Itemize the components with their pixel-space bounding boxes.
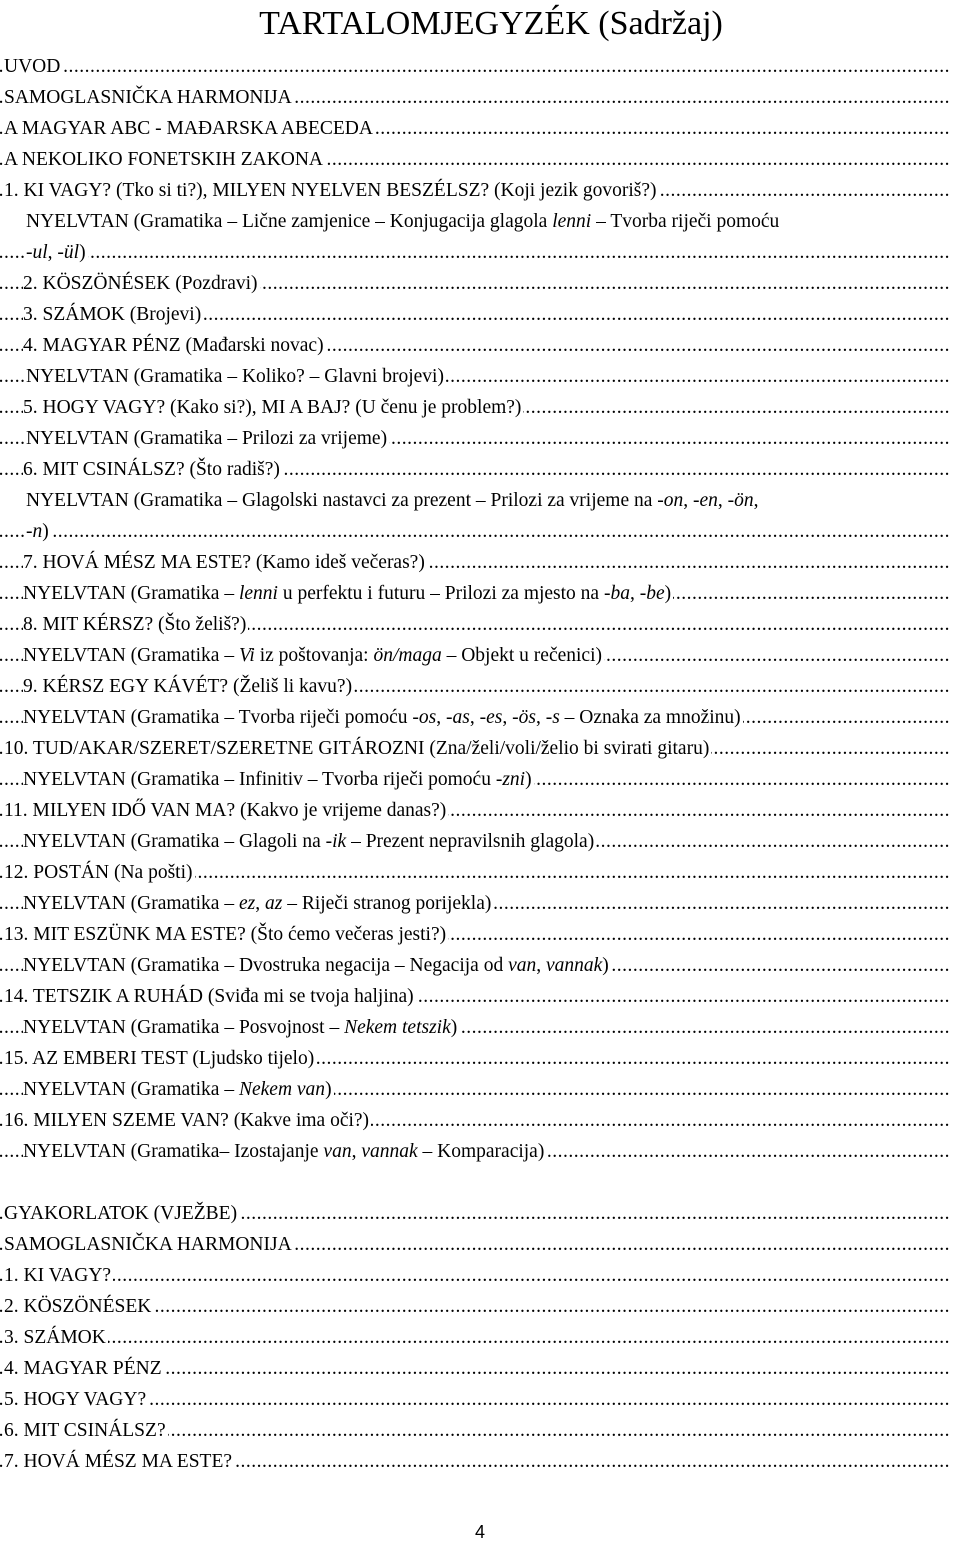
italic-term: -es [479,707,503,728]
toc-entry-label [4,1389,148,1410]
toc-entry-label [4,800,448,821]
text-segment: , [753,490,759,511]
text-segment: ) [602,955,609,976]
toc-entry-label [26,521,51,542]
toc-entry-label [26,490,761,511]
toc-entry-label [23,552,427,573]
italic-term: -as [446,707,470,728]
text-segment: NYELVTAN (Gramatika – [23,893,239,914]
text-segment: – Oznaka za množinu) [559,707,741,728]
text-segment: iz poštovanja: [254,645,374,666]
toc-entry[interactable] [0,1229,950,1260]
toc-entry[interactable] [0,113,950,144]
toc-entry-label [4,56,62,77]
toc-entry-label [23,273,260,294]
toc-entry[interactable] [0,1260,950,1291]
page-title: TARTALOMJEGYZÉK (Sadržaj) [259,5,723,42]
toc-entry-label [26,366,446,387]
toc-entry[interactable] [0,361,950,392]
text-segment: – Tvorba riječi pomoću [591,211,780,232]
toc-entry-label [23,614,248,635]
text-segment: , [469,707,480,728]
toc-entry-label [23,335,326,356]
italic-term: Vi [238,645,255,666]
toc-entry-label [4,1420,168,1441]
toc-entry-label [4,1451,234,1472]
text-segment: – Komparacija) [417,1141,545,1162]
toc-entry-label [4,986,416,1007]
toc-entry[interactable] [0,144,950,175]
text-segment: 9. KÉRSZ EGY KÁVÉT? (Želiš li kavu?) [23,676,353,697]
toc-entry-label [4,180,658,201]
text-segment: 16. MILYEN SZEME VAN? (Kakve ima oči?) [4,1110,370,1131]
table-of-contents [0,51,950,1477]
toc-entry[interactable] [0,51,950,82]
toc-entry[interactable] [0,702,950,733]
toc-entry-label [23,893,493,914]
text-segment: UVOD [4,56,61,77]
text-segment: 6. MIT CSINÁLSZ? [4,1420,166,1441]
toc-entry[interactable] [0,206,950,237]
toc-entry[interactable] [0,330,950,361]
toc-entry[interactable] [0,1136,950,1167]
page-number: 4 [474,1522,485,1542]
toc-entry-label [4,1110,371,1131]
toc-entry[interactable] [0,919,950,950]
italic-term: -on [657,490,684,511]
text-segment: , [255,893,265,914]
toc-entry-label [4,1296,153,1317]
toc-entry[interactable] [0,609,950,640]
toc-entry[interactable] [0,857,950,888]
italic-term: ez [238,893,256,914]
toc-entry[interactable] [0,826,950,857]
italic-term: -ba [603,583,630,604]
toc-entry[interactable] [0,795,950,826]
toc-entry-label [23,459,282,480]
text-segment: , [351,1141,362,1162]
italic-term: Nekem tetszik [344,1017,451,1038]
toc-entry[interactable] [0,1322,950,1353]
italic-term: lenni [238,583,278,604]
text-segment: ) [664,583,672,604]
text-segment: 6. MIT CSINÁLSZ? (Što radiš?) [23,459,280,480]
text-segment: 12. POSTÁN (Na pošti) [4,862,193,883]
text-segment: NYELVTAN (Gramatika – [23,1079,239,1100]
toc-entry[interactable] [0,1446,950,1477]
italic-term: vannak [361,1141,418,1162]
text-segment: 3. SZÁMOK (Brojevi) [23,304,202,325]
text-segment: , [502,707,513,728]
toc-entry-label [4,1327,108,1348]
text-segment: ) [42,521,49,542]
italic-term: -ül [57,242,80,263]
toc-entry-label [23,955,611,976]
toc-entry[interactable] [0,268,950,299]
text-segment: , [629,583,640,604]
toc-entry-label [23,397,523,418]
italic-term: az [264,893,283,914]
italic-term: -ik [325,831,347,852]
toc-entry-label [23,645,604,666]
text-segment: NYELVTAN (Gramatika – Koliko? – Glavni brojevi) [26,366,444,387]
text-segment: SAMOGLASNIČKA HARMONIJA [4,87,292,108]
text-segment: NYELVTAN (Gramatika – [23,645,239,666]
italic-term: -ös [512,707,536,728]
italic-term: Nekem van [238,1079,326,1100]
toc-entry[interactable] [0,175,950,206]
italic-term: van [508,955,537,976]
toc-entry[interactable] [0,1043,950,1074]
toc-entry[interactable] [0,547,950,578]
italic-term: van [323,1141,352,1162]
toc-entry-label [26,242,88,263]
italic-term: -s [545,707,560,728]
toc-entry[interactable] [0,1198,950,1229]
toc-entry[interactable] [0,1105,950,1136]
italic-term: ön/maga [373,645,442,666]
text-segment: 5. HOGY VAGY? (Kako si?), MI A BAJ? (U čenu je problem?) [23,397,522,418]
toc-entry-label [4,1203,239,1224]
toc-entry-label [4,118,375,139]
italic-term: -os [412,707,437,728]
toc-entry[interactable] [0,516,950,547]
toc-entry-label [23,583,673,604]
text-segment: 10. TUD/AKAR/SZERET/SZERETNE GITÁROZNI (Zna/želi/voli/želio bi svirati gitaru) [4,738,710,759]
text-segment: 11. MILYEN IDŐ VAN MA? (Kakvo je vrijeme danas?) [4,800,447,821]
italic-term: -ön [727,490,754,511]
toc-entry-label [23,1079,334,1100]
toc-entry-label [4,1048,316,1069]
text-segment: 8. MIT KÉRSZ? (Što želiš?) [23,614,247,635]
text-segment: 1. KI VAGY? [4,1265,112,1286]
toc-entry-label [23,707,743,728]
toc-entry-label [26,428,389,449]
text-segment: – Prezent nepravilsnih glagola) [346,831,595,852]
italic-term: -ul [26,242,48,263]
toc-entry[interactable] [0,299,950,330]
section-gap [0,1167,950,1198]
text-segment: , [717,490,728,511]
toc-entry[interactable] [0,733,950,764]
toc-entry-label [23,676,354,697]
toc-entry-label [26,211,781,232]
toc-entry-label [23,1141,546,1162]
text-segment: , [535,707,546,728]
toc-entry[interactable] [0,764,950,795]
text-segment: NYELVTAN (Gramatika – Glagolski nastavci za prezent – Prilozi za vrijeme na [26,490,658,511]
text-segment: 2. KÖSZÖNÉSEK (Pozdravi) [23,273,258,294]
text-segment: NYELVTAN (Gramatika – Glagoli na [23,831,326,852]
text-segment: ) [525,769,532,790]
toc-entry-label [23,304,203,325]
toc-entry[interactable] [0,888,950,919]
text-segment: 3. SZÁMOK [4,1327,106,1348]
toc-entry[interactable] [0,1012,950,1043]
toc-entry[interactable] [0,578,950,609]
toc-entry-label [4,1234,294,1255]
italic-term: -be [639,583,665,604]
toc-entry[interactable] [0,454,950,485]
toc-entry[interactable] [0,423,950,454]
text-segment: SAMOGLASNIČKA HARMONIJA [4,1234,292,1255]
text-segment: 2. KÖSZÖNÉSEK [4,1296,152,1317]
text-segment: NYELVTAN (Gramatika – Dvostruka negacija – Negacija od [23,955,509,976]
italic-term: lenni [552,211,592,232]
text-segment: , [436,707,447,728]
italic-term: -n [26,521,43,542]
text-segment: A MAGYAR ABC - MAĐARSKA ABECEDA [4,118,373,139]
text-segment: NYELVTAN (Gramatika– Izostajanje [23,1141,324,1162]
toc-entry[interactable] [0,981,950,1012]
toc-entry-label [4,1265,113,1286]
text-segment: , [47,242,58,263]
text-segment: 5. HOGY VAGY? [4,1389,147,1410]
italic-term: -en [693,490,718,511]
toc-entry-label [4,87,294,108]
toc-entry[interactable] [0,392,950,423]
toc-entry[interactable] [0,671,950,702]
text-segment: 7. HOVÁ MÉSZ MA ESTE? [4,1451,233,1472]
text-segment: 1. KI VAGY? (Tko si ti?), MILYEN NYELVEN BESZÉLSZ? (Koji jezik govoriš?) [4,180,657,201]
toc-entry-label [4,862,195,883]
toc-entry[interactable] [0,82,950,113]
toc-entry-label [4,1358,164,1379]
toc-entry[interactable] [0,1353,950,1384]
text-segment: NYELVTAN (Gramatika – Prilozi za vrijeme) [26,428,388,449]
toc-entry-label [4,738,711,759]
toc-entry[interactable] [0,1415,950,1446]
toc-entry[interactable] [0,1384,950,1415]
text-segment: – Riječi stranog porijekla) [282,893,492,914]
text-segment: , [536,955,546,976]
italic-term: vannak [545,955,603,976]
toc-entry-label [23,831,596,852]
text-segment: NYELVTAN (Gramatika – Tvorba riječi pomoću [23,707,413,728]
text-segment: GYAKORLATOK (VJEŽBE) [4,1203,238,1224]
text-segment: A NEKOLIKO FONETSKIH ZAKONA [4,149,324,170]
toc-entry[interactable] [0,950,950,981]
text-segment: 15. AZ EMBERI TEST (Ljudsko tijelo) [4,1048,315,1069]
text-segment: u perfektu i futuru – Prilozi za mjesto na [277,583,604,604]
toc-entry[interactable] [0,237,950,268]
text-segment: ) [325,1079,332,1100]
toc-entry-label [4,149,325,170]
text-segment: NYELVTAN (Gramatika – Lične zamjenice – Konjugacija glagola [26,211,553,232]
toc-entry[interactable] [0,1291,950,1322]
toc-entry[interactable] [0,640,950,671]
text-segment: 14. TETSZIK A RUHÁD (Sviđa mi se tvoja haljina) [4,986,414,1007]
text-segment: – Objekt u rečenici) [441,645,602,666]
text-segment: 4. MAGYAR PÉNZ (Mađarski novac) [23,335,324,356]
text-segment: 7. HOVÁ MÉSZ MA ESTE? (Kamo ideš večeras?) [23,552,425,573]
text-segment: 4. MAGYAR PÉNZ [4,1358,162,1379]
toc-entry-label [4,924,448,945]
text-segment: , [683,490,694,511]
text-segment: NYELVTAN (Gramatika – Infinitiv – Tvorba riječi pomoću [23,769,496,790]
text-segment: NYELVTAN (Gramatika – [23,583,239,604]
text-segment: 13. MIT ESZÜNK MA ESTE? (Što ćemo večeras jesti?) [4,924,447,945]
text-segment: ) [79,242,86,263]
text-segment: NYELVTAN (Gramatika – Posvojnost – [23,1017,345,1038]
toc-entry[interactable] [0,1074,950,1105]
toc-entry[interactable] [0,485,950,516]
toc-entry-label [23,769,534,790]
text-segment: ) [450,1017,458,1038]
italic-term: -zni [495,769,526,790]
toc-entry-label [23,1017,459,1038]
